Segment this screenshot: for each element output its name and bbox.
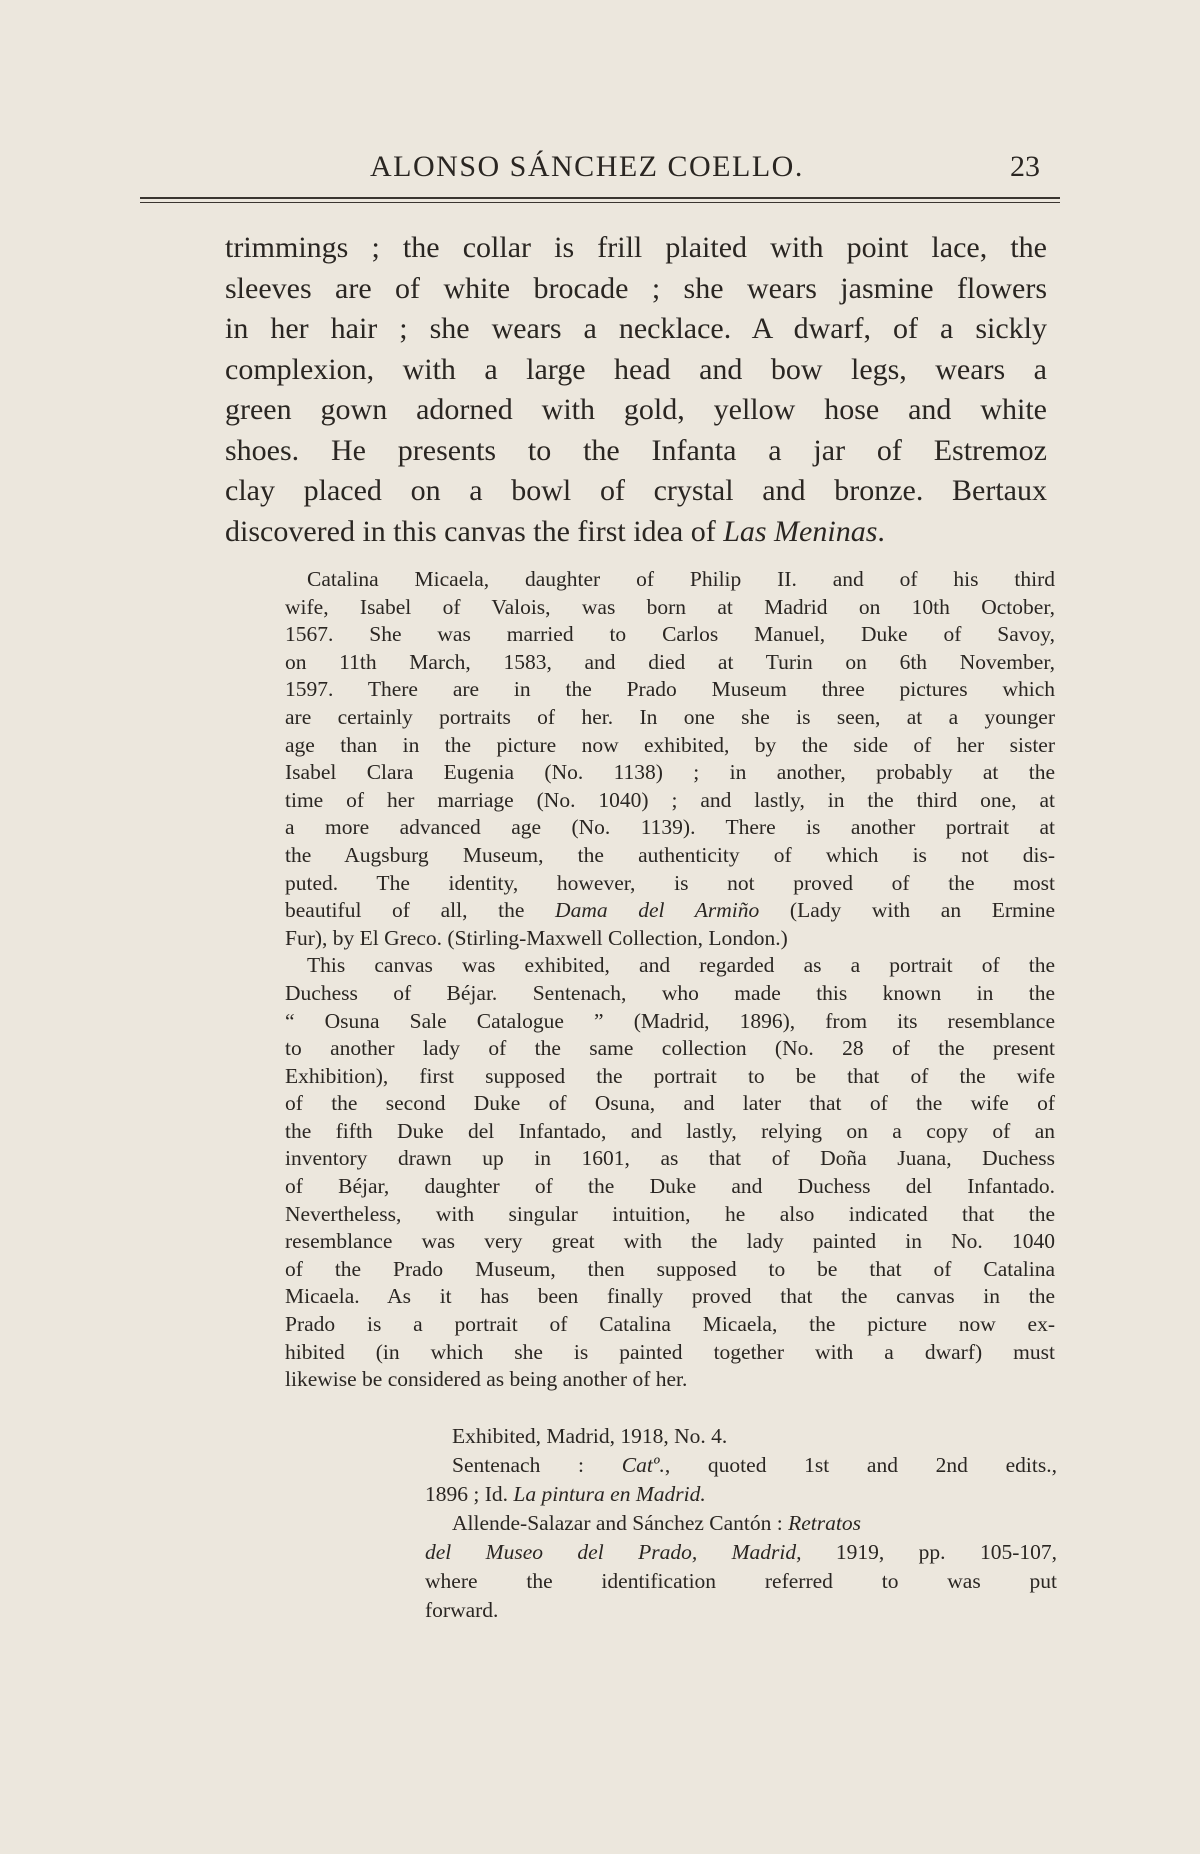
ref-allende-cont: forward. <box>425 1598 499 1622</box>
page-number: 23 <box>1010 150 1040 183</box>
header-rule <box>140 197 1060 199</box>
note-line: of the Prado Museum, then supposed to be that of Catalina <box>285 1256 1055 1281</box>
note-line: 1567. She was married to Carlos Manuel, Duke of Savoy, <box>285 622 1055 647</box>
header-rule-thin <box>140 202 1060 203</box>
note-line: the Augsburg Museum, the authenticity of which is not dis- <box>285 842 1055 867</box>
note-line: This canvas was exhibited, and regarded as a portrait of the <box>307 953 1055 978</box>
note-line: of the second Duke of Osuna, and later that of the wife of <box>285 1091 1055 1116</box>
body-line: complexion, with a large head and bow legs, wears a <box>225 352 1047 386</box>
note-line: Fur), by El Greco. (Stirling-Maxwell Collection, London.) <box>285 925 788 950</box>
references <box>425 1422 1057 1625</box>
note-line: the fifth Duke del Infantado, and lastly, relying on a copy of an <box>285 1118 1055 1143</box>
note-line: wife, Isabel of Valois, was born at Madrid on 10th October, <box>285 594 1055 619</box>
note-paragraph <box>285 566 1055 1394</box>
body-line: clay placed on a bowl of crystal and bronze. Bertaux <box>225 474 1047 507</box>
note-line: age than in the picture now exhibited, by the side of her sister <box>285 732 1055 757</box>
note-line: Micaela. As it has been finally proved that the canvas in the <box>285 1284 1055 1309</box>
body-line: green gown adorned with gold, yellow hose and white <box>225 393 1047 426</box>
running-title: ALONSO SÁNCHEZ COELLO. <box>370 150 804 183</box>
ref-allende-cont: where the identification referred to was put <box>425 1569 1057 1593</box>
note-line: to another lady of the same collection (No. 28 of the present <box>285 1036 1055 1061</box>
body-line-last: discovered in this canvas the first idea of Las Meninas. <box>225 514 885 548</box>
note-line: Duchess of Béjar. Sentenach, who made this known in the <box>285 980 1055 1005</box>
note-line: Isabel Clara Eugenia (No. 1138) ; in another, probably at the <box>285 760 1055 785</box>
ref-allende: Allende-Salazar and Sánchez Cantón : Retratos <box>452 1511 861 1535</box>
note-line: Prado is a portrait of Catalina Micaela, the picture now ex- <box>285 1312 1055 1337</box>
note-line: a more advanced age (No. 1139). There is another portrait at <box>285 815 1055 840</box>
body-line: shoes. He presents to the Infanta a jar of Estremoz <box>225 433 1047 467</box>
note-line: “ Osuna Sale Catalogue ” (Madrid, 1896), from its resemblance <box>285 1008 1055 1033</box>
note-line: puted. The identity, however, is not proved of the most <box>285 870 1055 895</box>
ref-allende-cont: del Museo del Prado, Madrid, 1919, pp. 105-107, <box>425 1540 1057 1564</box>
running-head <box>140 150 1060 190</box>
note-line: resemblance was very great with the lady painted in No. 1040 <box>285 1229 1055 1254</box>
note-line: hibited (in which she is painted together with a dwarf) must <box>285 1339 1055 1364</box>
body-line: in her hair ; she wears a necklace. A dwarf, of a sickly <box>225 312 1047 345</box>
note-line: likewise be considered as being another of her. <box>285 1367 688 1392</box>
body-line: trimmings ; the collar is frill plaited with point lace, the <box>225 231 1047 264</box>
note-line: Exhibition), first supposed the portrait to be that of the wife <box>285 1063 1055 1088</box>
note-line: beautiful of all, the Dama del Armiño (Lady with an Ermine <box>285 898 1055 923</box>
note-line: on 11th March, 1583, and died at Turin on 6th November, <box>285 649 1055 674</box>
note-line: are certainly portraits of her. In one she is seen, at a younger <box>285 704 1055 729</box>
note-line: 1597. There are in the Prado Museum three pictures which <box>285 677 1055 702</box>
note-line: of Béjar, daughter of the Duke and Duchess del Infantado. <box>285 1174 1055 1199</box>
body-line: sleeves are of white brocade ; she wears jasmine flowers <box>225 271 1047 305</box>
note-line: Nevertheless, with singular intuition, he also indicated that the <box>285 1201 1055 1226</box>
ref-sentenach-cont: 1896 ; Id. La pintura en Madrid. <box>425 1482 706 1506</box>
note-line: Catalina Micaela, daughter of Philip II. and of his third <box>307 567 1055 591</box>
ref-sentenach: Sentenach : Catº., quoted 1st and 2nd edits., <box>452 1453 1057 1477</box>
note-line: time of her marriage (No. 1040) ; and lastly, in the third one, at <box>285 787 1055 812</box>
body-paragraph <box>225 228 1047 552</box>
note-line: inventory drawn up in 1601, as that of Doña Juana, Duchess <box>285 1146 1055 1171</box>
ref-exhibited: Exhibited, Madrid, 1918, No. 4. <box>452 1424 728 1448</box>
